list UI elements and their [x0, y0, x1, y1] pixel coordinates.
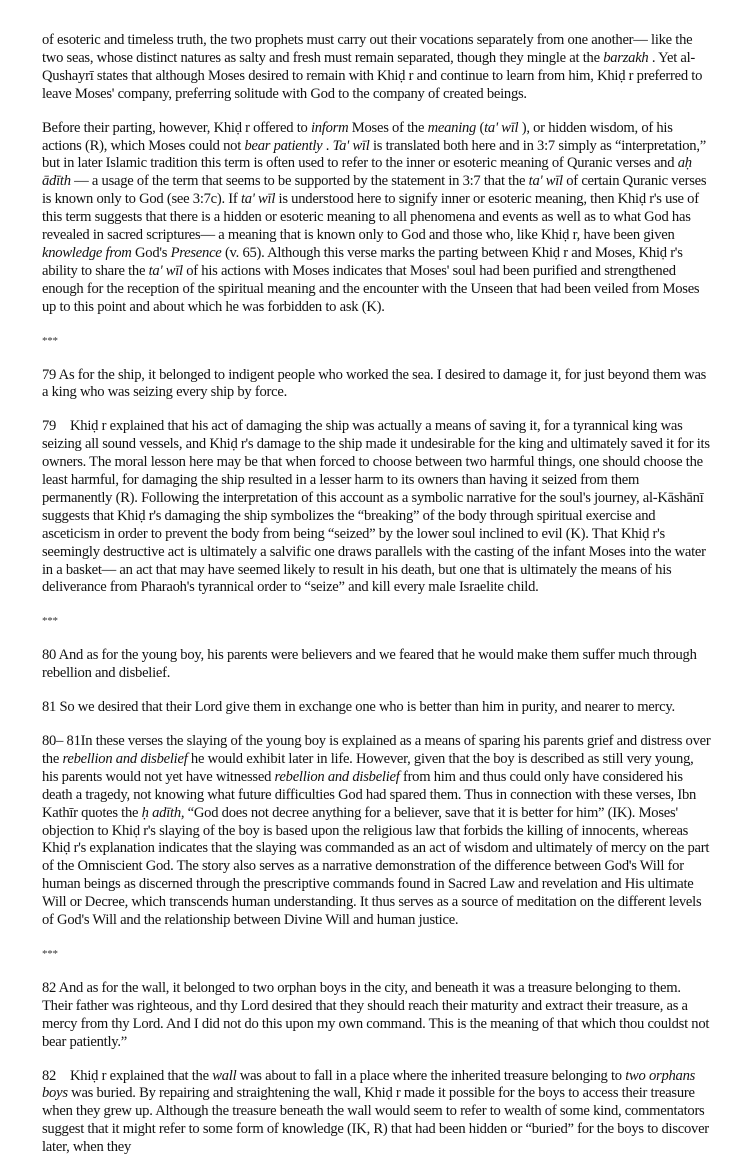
italic-term: ta' wīl [240, 191, 276, 208]
text-run: In these verses the slaying of the young boy is explained as a means of sparing his parents grief and distress over the [42, 733, 711, 767]
text-run: “God does not decree anything for a believer, save that it is better for him” (IK). Moses' objection to Khiḍ r's slaying of the boy is based upon the religious law that forbids the killing of innocents, whereas Khiḍ r's explanation indicates that the slaying was commanded as an act of wisdom and ultimately of mercy on the part of the Omniscient God. The story also serves as a narrative demonstration of the difference between God's Will for human beings as discerned through the prescriptive commands found in Sacred Law and revelation and His ultimate Will or Decree, which transcends human understanding. It thus serves as a source of meditation on the different levels of God's Will and the relationship between Divine Will and human justice. [42, 804, 710, 929]
text-run: 82 And as for the wall, it belonged to two orphan boys in the city, and beneath it was a treasure belonging to them. Their father was righteous, and thy Lord desired that they should reach their maturity and extract their treasure, as a mercy from thy Lord. And I did not do this upon my own command. This is the meaning of that which thou couldst not bear patiently.” [42, 979, 710, 1050]
commentary-paragraph [42, 1068, 712, 1158]
commentary-paragraph [42, 32, 712, 104]
italic-term: aḥ ādīth [42, 155, 692, 190]
text-run: of his actions with Moses indicates that Moses' soul had been purified and strengthened enough for the reception of the spiritual meaning and the encounter with the Unseen that had been veiled from Moses up to this point and about which he was forbidden to ask (K). [42, 262, 700, 315]
text-run: from him and thus could only have considered his death a tragedy, not knowing what future difficulties God had spared them. Thus in connection with these verses, Ibn Kathīr quotes the [42, 768, 697, 821]
text-run: of esoteric and timeless truth, the two prophets must carry out their vocations separately from one another— like the two seas, whose distinct natures as salty and fresh must remain separated, though they mingle at the [42, 32, 693, 66]
text-run: ( [476, 119, 485, 136]
text-run: Before their parting, however, Khiḍ r offered to [42, 119, 311, 136]
verse-number: 80– 81 [42, 733, 81, 749]
text-run: *** [42, 947, 58, 960]
text-run: *** [42, 334, 58, 347]
italic-term: ta' wīl [148, 262, 183, 279]
text-run: . [322, 137, 333, 154]
text-run: was buried. By repairing and straightening the wall, Khiḍ r made it possible for the boys to access their treasure when they grew up. Although the treasure beneath the wall would seem to refer to wealth of some kind, commentators suggest that it might refer to some form of knowledge (IK, R) that had been hidden or “buried” for the boys to discover later, when they [42, 1085, 709, 1156]
italic-term: ḥ adīth, [141, 804, 185, 821]
italic-term: two orphans boys [42, 1067, 696, 1102]
italic-term: ta' wīl [484, 119, 519, 136]
text-run: . Yet al-Qushayrī states that although Moses desired to remain with Khiḍ r and continue to learn from him, Khiḍ r preferred to leave Moses' company, preferring solitude with God to the company of created beings. [42, 49, 703, 102]
text-run: — a usage of the term that seems to be supported by the statement in 3:7 that the [70, 173, 529, 190]
section-separator [42, 613, 712, 631]
italic-term: barzakh [603, 49, 649, 66]
text-run: is translated both here and in 3:7 simply as “interpretation,” but in later Islamic tradition this term is often used to refer to the inner or esoteric meaning of Quranic verses and [42, 137, 706, 172]
section-separator [42, 333, 712, 351]
text-run: *** [42, 615, 58, 628]
italic-term: rebellion and disbelief [62, 750, 188, 767]
italic-term: ta' wīl [528, 173, 563, 190]
verse-paragraph [42, 699, 712, 717]
verse-paragraph [42, 647, 712, 683]
text-run: was about to fall in a place where the inherited treasure belonging to [236, 1067, 626, 1084]
text-run: (v. 65). Although this verse marks the parting between Khiḍ r and Moses, Khiḍ r's ability to share the [42, 244, 683, 279]
italic-term: Presence [170, 244, 222, 261]
text-run: of certain Quranic verses is known only to God (see 3:7c). If [42, 173, 707, 208]
verse-number: 82 [42, 1067, 57, 1084]
text-run: Moses of the [348, 119, 428, 136]
italic-term: Ta' wīl [332, 137, 370, 154]
text-run: is understood here to signify inner or esoteric meaning, then Khiḍ r's use of this term suggests that there is a hidden or esoteric meaning to all phenomena and events as well as to what God has revealed in sacred scriptures— a meaning that is known only to God and those who, like Khiḍ r, have been given [42, 191, 699, 244]
text-run: Khiḍ r explained that the [70, 1067, 213, 1084]
text-run: Khiḍ r explained that his act of damaging the ship was actually a means of saving it, for a tyrannical king was seizing all sound vessels, and Khiḍ r's damage to the ship made it undesirable for the king and ultimately saved it for its owners. The moral lesson here may be that when forced to choose between two harmful things, one should choose the least harmful, for damaging the ship resulted in a lesser harm to its owners than having it seized from them permanently (R). Following the interpretation of this account as a symbolic narrative for the soul's journey, al-Kāshānī suggests that Khiḍ r's damaging the ship symbolizes the “breaking” of the body through spiritual exercise and asceticism in order to prevent the body from being “seized” by the lower soul inclined to evil (K). That Khiḍ r's seemingly destructive act is ultimately a salvific one draws parallels with the casting of the infant Moses into the water in a basket— an act that may have seemed likely to result in his death, but one that is ultimately the means of his deliverance from Pharaoh's tyrannical order to “seize” and kill every male Israelite child. [42, 418, 710, 596]
text-run: 81 So we desired that their Lord give them in exchange one who is better than him in purity, and nearer to mercy. [42, 699, 675, 716]
italic-term: inform [310, 119, 349, 136]
italic-term: meaning [427, 119, 477, 136]
italic-term: wall [212, 1067, 237, 1084]
italic-term: rebellion and disbelief [274, 768, 400, 785]
verse-paragraph [42, 980, 712, 1052]
commentary-paragraph [42, 120, 712, 317]
commentary-paragraph [42, 418, 712, 597]
text-run: God's [131, 244, 171, 261]
section-separator [42, 946, 712, 964]
italic-term: knowledge from [42, 244, 132, 261]
italic-term: bear patiently [244, 137, 323, 154]
commentary-paragraph [42, 733, 712, 930]
text-run: ), or hidden wisdom, of his actions (R), which Moses could not [42, 119, 673, 154]
verse-number: 79 [42, 418, 57, 435]
text-run: he would exhibit later in life. However, given that the boy is described as still very young, his parents would not yet have witnessed [42, 750, 694, 785]
text-run: 80 And as for the young boy, his parents were believers and we feared that he would make them suffer much through rebellion and disbelief. [42, 647, 697, 682]
document-page [42, 32, 712, 1173]
verse-paragraph [42, 367, 712, 403]
text-run: 79 As for the ship, it belonged to indigent people who worked the sea. I desired to damage it, for just beyond them was a king who was seizing every ship by force. [42, 366, 707, 401]
